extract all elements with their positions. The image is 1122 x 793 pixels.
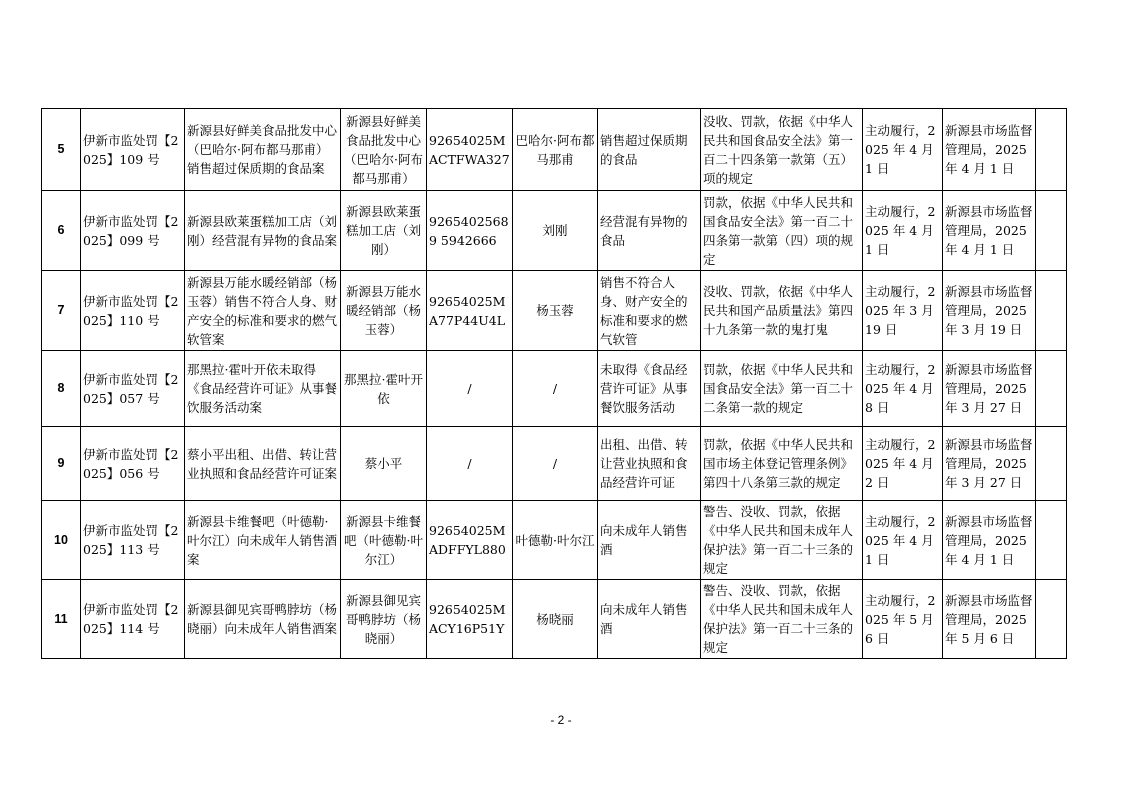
case-name: 新源县万能水暖经销部（杨玉蓉）销售不符合人身、财产安全的标准和要求的燃气软管案 — [185, 271, 341, 351]
party-name: 新源县卡维餐吧（叶德勒·叶尔江） — [341, 501, 427, 580]
case-name: 新源县欧莱蛋糕加工店（刘刚）经营混有异物的食品案 — [185, 191, 341, 271]
remarks — [1036, 580, 1067, 659]
table-row — [42, 271, 1067, 351]
performance-status: 主动履行，2025 年 4 月 8 日 — [863, 351, 943, 427]
authority-and-date: 新源县市场监督管理局，2025 年 5 月 6 日 — [943, 580, 1036, 659]
remarks — [1036, 271, 1067, 351]
authority-and-date: 新源县市场监督管理局，2025 年 4 月 1 日 — [943, 191, 1036, 271]
violation-type: 经营混有异物的食品 — [598, 191, 701, 271]
authority-and-date: 新源县市场监督管理局，2025 年 4 月 1 日 — [943, 109, 1036, 191]
violation-type: 向未成年人销售酒 — [598, 580, 701, 659]
credit-code: 92654025MACY16P51Y — [427, 580, 513, 659]
penalty-basis: 警告、没收、罚款，依据《中华人民共和国未成年人保护法》第一百二十三条的规定 — [701, 580, 863, 659]
performance-status: 主动履行，2025 年 5 月 6 日 — [863, 580, 943, 659]
party-name: 新源县御见宾哥鸭脖坊（杨晓丽） — [341, 580, 427, 659]
case-name: 那黑拉·霍叶开依未取得《食品经营许可证》从事餐饮服务活动案 — [185, 351, 341, 427]
table-row — [42, 351, 1067, 427]
penalty-table — [41, 108, 1067, 659]
legal-representative: 刘刚 — [513, 191, 598, 271]
party-name: 那黑拉·霍叶开依 — [341, 351, 427, 427]
credit-code: 92654025MACTFWA327 — [427, 109, 513, 191]
table-row — [42, 501, 1067, 580]
row-number: 8 — [42, 351, 81, 427]
legal-representative: 巴哈尔·阿布都马那甫 — [513, 109, 598, 191]
remarks — [1036, 501, 1067, 580]
document-number: 伊新市监处罚【2025】109 号 — [81, 109, 185, 191]
row-number: 6 — [42, 191, 81, 271]
performance-status: 主动履行，2025 年 3 月 19 日 — [863, 271, 943, 351]
legal-representative: 杨玉蓉 — [513, 271, 598, 351]
case-name: 新源县好鲜美食品批发中心（巴哈尔·阿布都马那甫）销售超过保质期的食品案 — [185, 109, 341, 191]
credit-code: / — [427, 351, 513, 427]
legal-representative: / — [513, 427, 598, 501]
authority-and-date: 新源县市场监督管理局，2025 年 3 月 27 日 — [943, 427, 1036, 501]
violation-type: 销售不符合人身、财产安全的标准和要求的燃气软管 — [598, 271, 701, 351]
credit-code: 92654025MA77P44U4L — [427, 271, 513, 351]
remarks — [1036, 351, 1067, 427]
row-number: 7 — [42, 271, 81, 351]
table-row — [42, 580, 1067, 659]
table-row — [42, 109, 1067, 191]
credit-code: 92654025MADFFYL880 — [427, 501, 513, 580]
row-number: 9 — [42, 427, 81, 501]
penalty-basis: 罚款，依据《中华人民共和国市场主体登记管理条例》第四十八条第三款的规定 — [701, 427, 863, 501]
violation-type: 销售超过保质期的食品 — [598, 109, 701, 191]
table-row — [42, 191, 1067, 271]
page-number: - 2 - — [550, 713, 572, 727]
remarks — [1036, 427, 1067, 501]
document-number: 伊新市监处罚【2025】057 号 — [81, 351, 185, 427]
document-number: 伊新市监处罚【2025】099 号 — [81, 191, 185, 271]
case-name: 蔡小平出租、出借、转让营业执照和食品经营许可证案 — [185, 427, 341, 501]
document-number: 伊新市监处罚【2025】113 号 — [81, 501, 185, 580]
authority-and-date: 新源县市场监督管理局，2025 年 3 月 19 日 — [943, 271, 1036, 351]
row-number: 11 — [42, 580, 81, 659]
legal-representative: 杨晓丽 — [513, 580, 598, 659]
row-number: 10 — [42, 501, 81, 580]
case-name: 新源县御见宾哥鸭脖坊（杨晓丽）向未成年人销售酒案 — [185, 580, 341, 659]
performance-status: 主动履行，2025 年 4 月 1 日 — [863, 501, 943, 580]
document-number: 伊新市监处罚【2025】114 号 — [81, 580, 185, 659]
authority-and-date: 新源县市场监督管理局，2025 年 3 月 27 日 — [943, 351, 1036, 427]
penalty-basis: 罚款，依据《中华人民共和国食品安全法》第一百二十四条第一款第（四）项的规定 — [701, 191, 863, 271]
performance-status: 主动履行，2025 年 4 月 1 日 — [863, 109, 943, 191]
credit-code: / — [427, 427, 513, 501]
row-number: 5 — [42, 109, 81, 191]
document-number: 伊新市监处罚【2025】110 号 — [81, 271, 185, 351]
credit-code: 92654025689 5942666 — [427, 191, 513, 271]
party-name: 新源县欧莱蛋糕加工店（刘刚） — [341, 191, 427, 271]
penalty-basis: 没收、罚款，依据《中华人民共和国产品质量法》第四十九条第一款的鬼打鬼 — [701, 271, 863, 351]
penalty-basis: 警告、没收、罚款，依据《中华人民共和国未成年人保护法》第一百二十三条的规定 — [701, 501, 863, 580]
remarks — [1036, 191, 1067, 271]
penalty-basis: 没收、罚款，依据《中华人民共和国食品安全法》第一百二十四条第一款第（五）项的规定 — [701, 109, 863, 191]
party-name: 蔡小平 — [341, 427, 427, 501]
legal-representative: / — [513, 351, 598, 427]
violation-type: 向未成年人销售酒 — [598, 501, 701, 580]
document-number: 伊新市监处罚【2025】056 号 — [81, 427, 185, 501]
case-name: 新源县卡维餐吧（叶德勒·叶尔江）向未成年人销售酒案 — [185, 501, 341, 580]
party-name: 新源县好鲜美食品批发中心（巴哈尔·阿布都马那甫） — [341, 109, 427, 191]
performance-status: 主动履行，2025 年 4 月 1 日 — [863, 191, 943, 271]
authority-and-date: 新源县市场监督管理局，2025 年 4 月 1 日 — [943, 501, 1036, 580]
legal-representative: 叶德勒·叶尔江 — [513, 501, 598, 580]
remarks — [1036, 109, 1067, 191]
violation-type: 出租、出借、转让营业执照和食品经营许可证 — [598, 427, 701, 501]
penalty-basis: 罚款，依据《中华人民共和国食品安全法》第一百二十二条第一款的规定 — [701, 351, 863, 427]
violation-type: 未取得《食品经营许可证》从事餐饮服务活动 — [598, 351, 701, 427]
performance-status: 主动履行，2025 年 4 月 2 日 — [863, 427, 943, 501]
party-name: 新源县万能水暖经销部（杨玉蓉） — [341, 271, 427, 351]
table-row — [42, 427, 1067, 501]
